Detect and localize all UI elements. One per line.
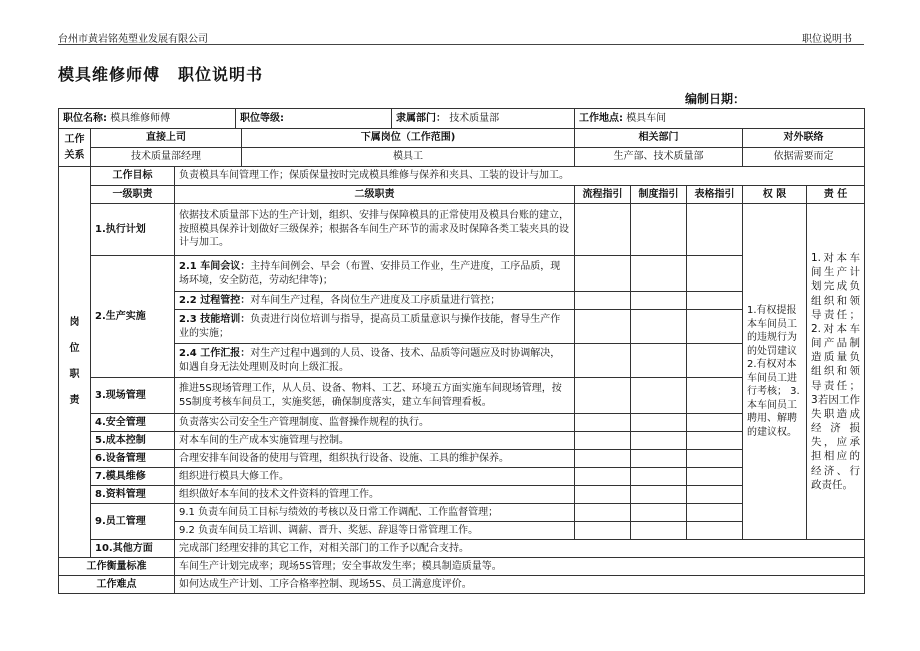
sub-label: 2.4 工作汇报： [179, 348, 251, 359]
duties-head-row [59, 186, 865, 204]
form-cell [687, 486, 743, 504]
system-cell [631, 432, 687, 450]
system-cell [631, 414, 687, 432]
process-cell [575, 432, 631, 450]
related-value: 生产部、技术质量部 [575, 148, 743, 167]
relations-label-text: 工作关系 [64, 133, 85, 161]
duty-sub-text [175, 292, 575, 310]
goal-row [59, 167, 865, 186]
name-value: 模具维修师傅 [110, 113, 171, 124]
standard-value: 车间生产计划完成率；现场5S管理；安全事故发生率；模具制造质量等。 [175, 558, 865, 576]
form-cell [687, 256, 743, 292]
duty-sub-text: 9.2 负责车间员工培训、调薪、晋升、奖惩、辞退等日常管理工作。 [175, 522, 575, 540]
sub-label: 2.2 过程管控： [179, 294, 251, 306]
system-cell [631, 204, 687, 256]
form-cell [687, 344, 743, 378]
duty-text: 负责落实公司安全生产管理制度、监督操作规程的执行。 [175, 414, 575, 432]
system-cell [631, 522, 687, 540]
duty-sub-text: 9.1 负责车间员工目标与绩效的考核以及日常工作调配、工作监督管理； [175, 504, 575, 522]
duties-side-text: 岗位职责 [69, 317, 80, 406]
info-row [59, 109, 865, 129]
form-cell [687, 204, 743, 256]
system-cell [631, 378, 687, 414]
col-process: 流程指引 [575, 186, 631, 204]
process-cell [575, 504, 631, 522]
related-head: 相关部门 [575, 129, 743, 148]
form-cell [687, 468, 743, 486]
form-cell [687, 504, 743, 522]
form-cell [687, 432, 743, 450]
process-cell [575, 486, 631, 504]
difficulty-row [59, 576, 865, 594]
duty-text: 依据技术质量部下达的生产计划，组织、安排与保障模具的正常使用及模具台账的建立，按照模具保养计划做好三级保养；根据各车间生产环节的需求及时保障各类工装夹具的设计与加工。 [175, 204, 575, 256]
sub-text: 对车间生产过程，各岗位生产进度及工序质量进行管控； [250, 294, 501, 306]
duty-text: 推进5S现场管理工作，从人员、设备、物料、工艺、环境五方面实施车间现场管理，按5S制度考核车间员工，实施奖惩，确保制度落实，建立车间管理看板。 [175, 378, 575, 414]
duty-text: 合理安排车间设备的使用与管理，组织执行设备、设施、工具的维护保养。 [175, 450, 575, 468]
page-title [58, 62, 263, 85]
duty-text: 完成部门经理安排的其它工作，对相关部门的工作予以配合支持。 [175, 540, 865, 558]
process-cell [575, 522, 631, 540]
title-subtitle: 职位说明书 [178, 65, 264, 84]
duty-sub-text [175, 310, 575, 344]
system-cell [631, 468, 687, 486]
system-cell [631, 310, 687, 344]
job-description-table [58, 108, 865, 594]
duty-title: 3.现场管理 [91, 378, 175, 414]
relations-value-row [59, 148, 865, 167]
col-system: 制度指引 [631, 186, 687, 204]
relations-value-left [91, 148, 575, 167]
form-cell [687, 292, 743, 310]
authority-text: 1.有权提报本车间员工的违规行为的处罚建议 2.有权对本车间员工进行考核； 3.本车间员工聘用、解聘的建议权。 [743, 204, 807, 540]
form-cell [687, 414, 743, 432]
duty-title: 9.员工管理 [91, 504, 175, 540]
external-value: 依据需要而定 [743, 148, 865, 167]
date-label: 编制日期： [685, 92, 746, 106]
subordinate-value: 模具工 [393, 151, 423, 162]
system-cell [631, 344, 687, 378]
duty-row [59, 204, 865, 256]
duty-sub-text [175, 256, 575, 292]
relations-label [59, 129, 91, 167]
duty-title: 5.成本控制 [91, 432, 175, 450]
duty-title: 6.设备管理 [91, 450, 175, 468]
relations-head-left [91, 129, 575, 148]
col-form: 表格指引 [687, 186, 743, 204]
process-cell [575, 256, 631, 292]
duty-title: 2.生产实施 [91, 256, 175, 378]
name-label: 职位名称: [63, 113, 107, 124]
position-title: 模具维修师傅 [58, 65, 161, 84]
form-cell [687, 522, 743, 540]
duty-title: 4.安全管理 [91, 414, 175, 432]
duty-row [59, 540, 865, 558]
difficulty-label: 工作难点 [59, 576, 175, 594]
superior-value: 技术质量部经理 [91, 148, 242, 166]
duty-text: 组织进行模具大修工作。 [175, 468, 575, 486]
company-name: 台州市黄岩铭苑塑业发展有限公司 [58, 34, 208, 45]
goal-label: 工作目标 [91, 167, 175, 186]
dept-label: 隶属部门： [396, 113, 446, 124]
process-cell [575, 378, 631, 414]
location-cell [575, 109, 865, 129]
duty-text: 对本车间的生产成本实施管理与控制。 [175, 432, 575, 450]
sub-text: 负责进行岗位培训与指导，提高员工质量意识与操作技能，督导生产作业的实施； [179, 314, 561, 339]
superior-head: 直接上司 [91, 129, 242, 147]
process-cell [575, 450, 631, 468]
location-value: 模具车间 [626, 112, 667, 124]
form-cell [687, 310, 743, 344]
subordinate-head: 下属岗位（工作范围) [360, 132, 456, 143]
sub-text: 对生产过程中遇到的人员、设备、技术、品质等问题应及时协调解决，如遇自身无法处理则及时向上级汇报。 [179, 348, 561, 373]
relations-head-row [59, 129, 865, 148]
responsibility-text: 1.对本车间生产计划完成负组织和领导责任； 2.对本车间产品制造质量负组织和领导责任； 3若因工作失职造成经济损失，应承担相应的经济、行政责任。 [807, 204, 865, 540]
doc-type: 职位说明书 [802, 34, 852, 45]
duty-title: 8.资料管理 [91, 486, 175, 504]
col-responsibility: 责 任 [807, 186, 865, 204]
system-cell [631, 256, 687, 292]
process-cell [575, 310, 631, 344]
duty-title: 1.执行计划 [91, 204, 175, 256]
col-level2: 二级职责 [175, 186, 575, 204]
sub-label: 2.1 车间会议： [179, 261, 251, 272]
process-cell [575, 414, 631, 432]
dept-value: 技术质量部 [449, 113, 500, 124]
standard-row [59, 558, 865, 576]
process-cell [575, 468, 631, 486]
sub-text: 主持车间例会、早会（布置、安排员工作业，生产进度，工序品质，现场环境，安全防范，劳动纪律等)； [179, 261, 561, 286]
duty-title: 10.其他方面 [91, 540, 175, 558]
process-cell [575, 292, 631, 310]
system-cell [631, 504, 687, 522]
form-cell [687, 450, 743, 468]
system-cell [631, 486, 687, 504]
process-cell [575, 204, 631, 256]
standard-label: 工作衡量标准 [59, 558, 175, 576]
difficulty-value: 如何达成生产计划、工序合格率控制、现场5S、员工满意度评价。 [175, 576, 865, 594]
header-divider [58, 44, 864, 45]
grade-label: 职位等级: [240, 113, 284, 124]
system-cell [631, 292, 687, 310]
process-cell [575, 344, 631, 378]
info-left-cell [59, 109, 575, 129]
duty-sub-text [175, 344, 575, 378]
external-head: 对外联络 [743, 129, 865, 148]
col-authority: 权 限 [743, 186, 807, 204]
form-cell [687, 378, 743, 414]
location-label: 工作地点: [579, 112, 623, 124]
duty-text: 组织做好本车间的技术文件资料的管理工作。 [175, 486, 575, 504]
system-cell [631, 450, 687, 468]
goal-value: 负责模具车间管理工作；保质保量按时完成模具维修与保养和夹具、工装的设计与加工。 [175, 167, 865, 186]
sub-label: 2.3 技能培训： [179, 314, 251, 325]
duty-title: 7.模具维修 [91, 468, 175, 486]
col-level1: 一级职责 [91, 186, 175, 204]
duties-side-label [59, 167, 91, 558]
